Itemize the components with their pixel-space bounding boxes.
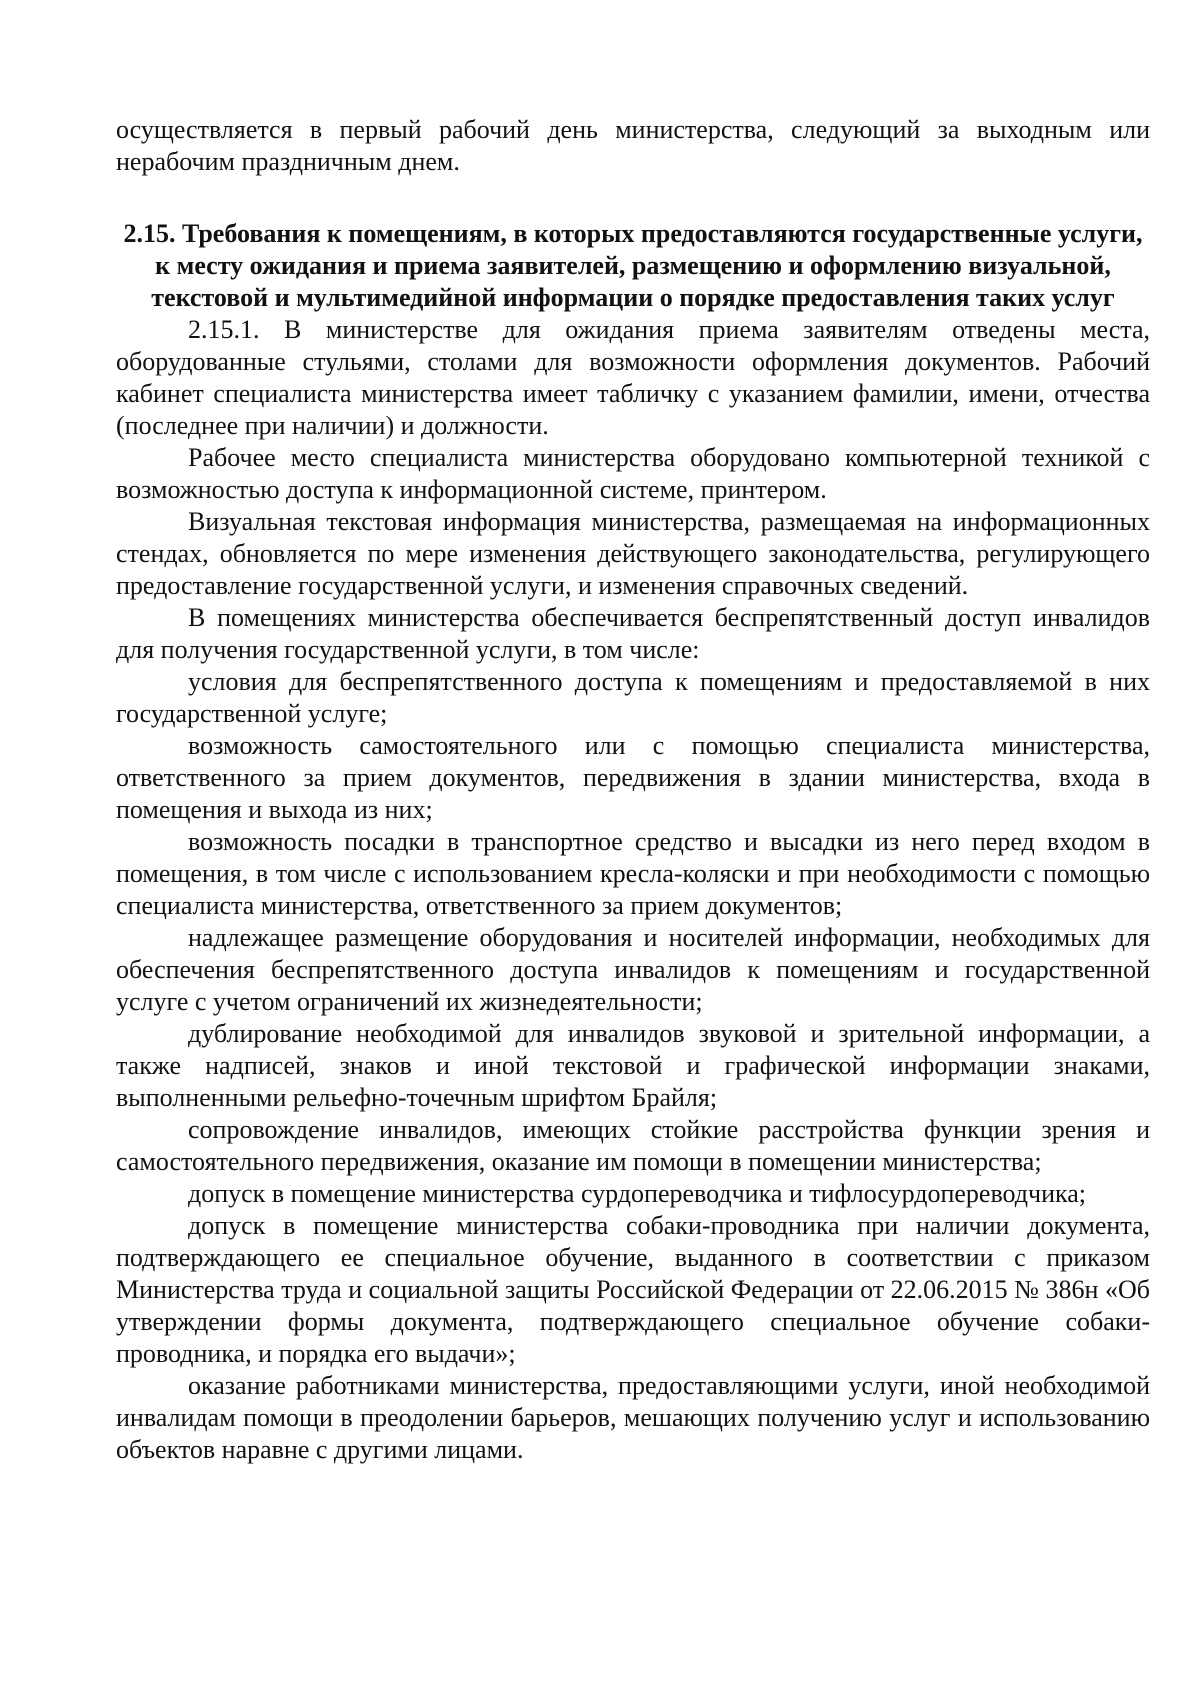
list-item: возможность самостоятельного или с помощью специалиста министерства, ответственного за прием документов, передвижения в здании министерства, входа в помещения и выхода из них; <box>116 731 1150 824</box>
paragraph: В помещениях министерства обеспечивается беспрепятственный доступ инвалидов для получения государственной услуги, в том числе: <box>116 603 1150 664</box>
list-item: возможность посадки в транспортное средство и высадки из него перед входом в помещения, в том числе с использованием кресла-коляски и при необходимости с помощью специалиста министерства, ответственного за прием документов; <box>116 827 1150 920</box>
list-item: надлежащее размещение оборудования и носителей информации, необходимых для обеспечения беспрепятственного доступа инвалидов к помещениям и государственной услуге с учетом ограничений их жизнедеятельности; <box>116 923 1150 1016</box>
paragraph: Визуальная текстовая информация министерства, размещаемая на информационных стендах, обновляется по мере изменения действующего законодательства, регулирующего предоставление государственной услуги, и изменения справочных сведений. <box>116 507 1150 600</box>
list-item: допуск в помещение министерства собаки-проводника при наличии документа, подтверждающего ее специальное обучение, выданного в соответствии с приказом Министерства труда и социальной защиты Российской Федерации от 22.06.2015 № 386н «Об утверждении формы документа, подтверждающего специальное обучение собаки-проводника, и порядка его выдачи»; <box>116 1211 1150 1368</box>
paragraph: 2.15.1. В министерстве для ожидания приема заявителям отведены места, оборудованные стульями, столами для возможности оформления документов. Рабочий кабинет специалиста министерства имеет табличку с указанием фамилии, имени, отчества (последнее при наличии) и должности. <box>116 315 1150 440</box>
list-item: сопровождение инвалидов, имеющих стойкие расстройства функции зрения и самостоятельного передвижения, оказание им помощи в помещении министерства; <box>116 1115 1150 1176</box>
document-page <box>116 114 1150 1466</box>
list-item: условия для беспрепятственного доступа к помещениям и предоставляемой в них государственной услуге; <box>116 667 1150 728</box>
list-item: дублирование необходимой для инвалидов звуковой и зрительной информации, а также надписей, знаков и иной текстовой и графической информации знаками, выполненными рельефно-точечным шрифтом Брайля; <box>116 1019 1150 1112</box>
list-item: допуск в помещение министерства сурдопереводчика и тифлосурдопереводчика; <box>188 1179 1087 1208</box>
intro-paragraph: осуществляется в первый рабочий день министерства, следующий за выходным или нерабочим праздничным днем. <box>116 115 1150 176</box>
paragraph: Рабочее место специалиста министерства оборудовано компьютерной техникой с возможностью доступа к информационной системе, принтером. <box>116 443 1150 504</box>
list-item: оказание работниками министерства, предоставляющими услуги, иной необходимой инвалидам помощи в преодолении барьеров, мешающих получению услуг и использованию объектов наравне с другими лицами. <box>116 1371 1150 1464</box>
section-heading: 2.15. Требования к помещениям, в которых предоставляются государственные услуги, к месту ожидания и приема заявителей, размещению и оформлению визуальной, текстовой и мультимедийной информации о порядке предоставления таких услуг <box>123 219 1143 312</box>
